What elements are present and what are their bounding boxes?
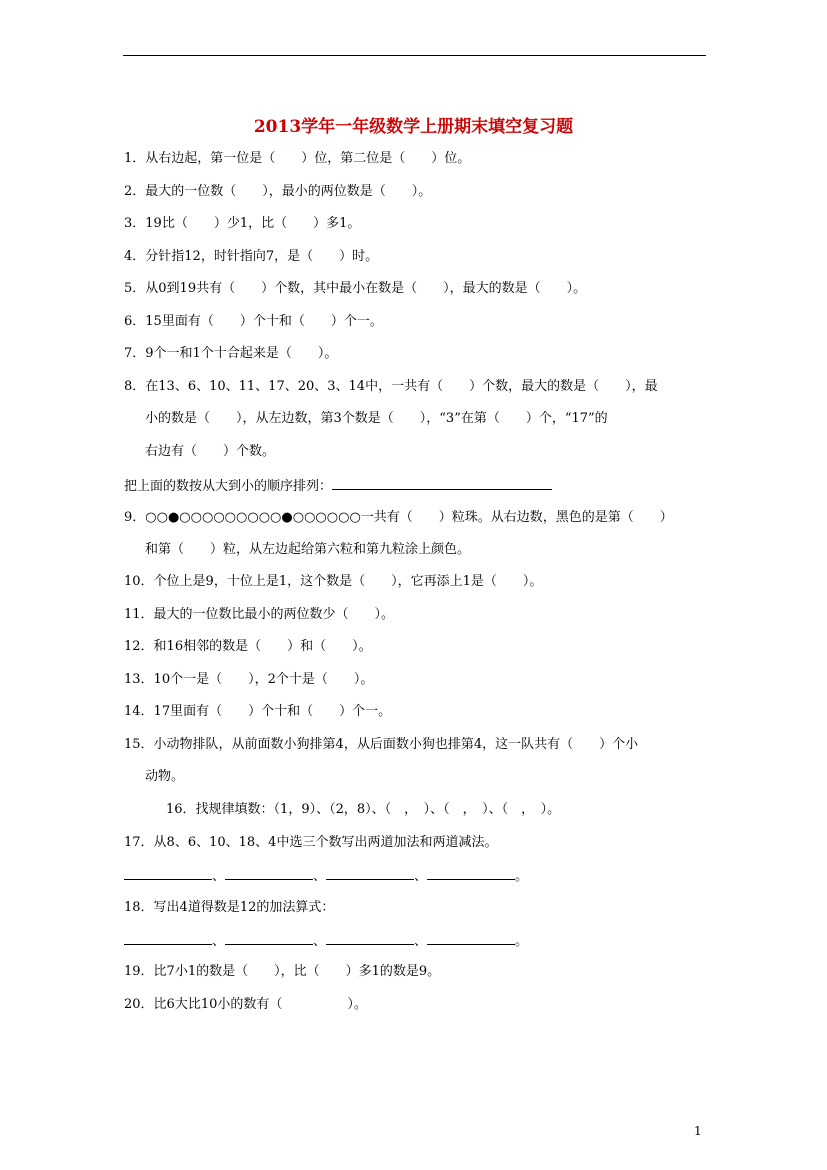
document-title: 2013学年一年级数学上册期末填空复习题 — [253, 117, 574, 137]
sort-instruction — [124, 476, 552, 496]
question-3: 3．19比（ ）少1，比（ ）多1。 — [124, 216, 361, 231]
question-11: 11．最大的一位数比最小的两位数少（ ）。 — [124, 607, 395, 622]
answer-blank[interactable] — [225, 866, 313, 880]
question-5: 5．从0到19共有（ ）个数，其中最小在数是（ ），最大的数是（ ）。 — [124, 281, 587, 296]
separator: 、 — [313, 934, 327, 949]
separator: 、 — [414, 869, 428, 884]
answer-blank[interactable] — [124, 866, 212, 880]
question-20: 20．比6大比10小的数有（ ）。 — [124, 997, 367, 1012]
question-15-line-2: 动物。 — [145, 769, 185, 784]
separator: 、 — [313, 869, 327, 884]
answer-blank[interactable] — [124, 931, 212, 945]
question-8-line-2: 小的数是（ ），从左边数，第3个数是（ ），“3”在第（ ）个，“17”的 — [145, 411, 608, 426]
question-6: 6．15里面有（ ）个十和（ ）个一。 — [124, 314, 383, 329]
answer-blank[interactable] — [427, 931, 515, 945]
question-19: 19．比7小1的数是（ ），比（ ）多1的数是9。 — [124, 964, 441, 979]
question-10: 10．个位上是9，十位上是1，这个数是（ ），它再添上1是（ ）。 — [124, 574, 543, 589]
question-2: 2．最大的一位数（ ），最小的两位数是（ ）。 — [124, 184, 432, 199]
question-12: 12．和16相邻的数是（ ）和（ ）。 — [124, 639, 372, 654]
answer-blank[interactable] — [225, 931, 313, 945]
question-4: 4．分针指12，时针指向7，是（ ）时。 — [124, 249, 379, 264]
question-18: 18．写出4道得数是12的加法算式： — [124, 900, 335, 915]
separator: 。 — [515, 869, 529, 884]
question-17: 17．从8、6、10、18、4中选三个数写出两道加法和两道减法。 — [124, 835, 498, 850]
separator: 、 — [212, 869, 226, 884]
page-number: 1 — [694, 1124, 702, 1138]
sort-answer-blank[interactable] — [332, 476, 552, 490]
question-8-line-3: 右边有（ ）个数。 — [145, 444, 276, 459]
question-13: 13．10个一是（ ），2个十是（ ）。 — [124, 672, 374, 687]
question-7: 7．9个一和1个十合起来是（ ）。 — [124, 346, 338, 361]
question-1: 1．从右边起，第一位是（ ）位，第二位是（ ）位。 — [124, 151, 471, 166]
separator: 、 — [414, 934, 428, 949]
header-rule — [123, 55, 706, 56]
answer-blank[interactable] — [326, 866, 414, 880]
question-15-line-1: 15．小动物排队，从前面数小狗排第4，从后面数小狗也排第4，这一队共有（ ）个小 — [124, 737, 639, 752]
question-18-answers — [124, 931, 528, 951]
question-17-answers — [124, 866, 528, 886]
answer-blank[interactable] — [427, 866, 515, 880]
question-8-line-1: 8．在13、6、10、11、17、20、3、14中，一共有（ ）个数，最大的数是（ ），最 — [124, 379, 658, 394]
answer-blank[interactable] — [326, 931, 414, 945]
question-9-line-2: 和第（ ）粒，从左边起给第六粒和第九粒涂上颜色。 — [145, 542, 471, 557]
question-9-line-1: 9．○○●○○○○○○○○○●○○○○○○一共有（ ）粒珠。从右边数，黑色的是第（ ） — [124, 510, 673, 525]
question-16: 16．找规律填数：（1，9）、（2，8）、（ ， ）、（ ， ）、（ ， ）。 — [166, 802, 561, 817]
separator: 。 — [515, 934, 529, 949]
sort-instruction-text: 把上面的数按从大到小的顺序排列： — [124, 479, 333, 494]
question-14: 14．17里面有（ ）个十和（ ）个一。 — [124, 704, 392, 719]
separator: 、 — [212, 934, 226, 949]
